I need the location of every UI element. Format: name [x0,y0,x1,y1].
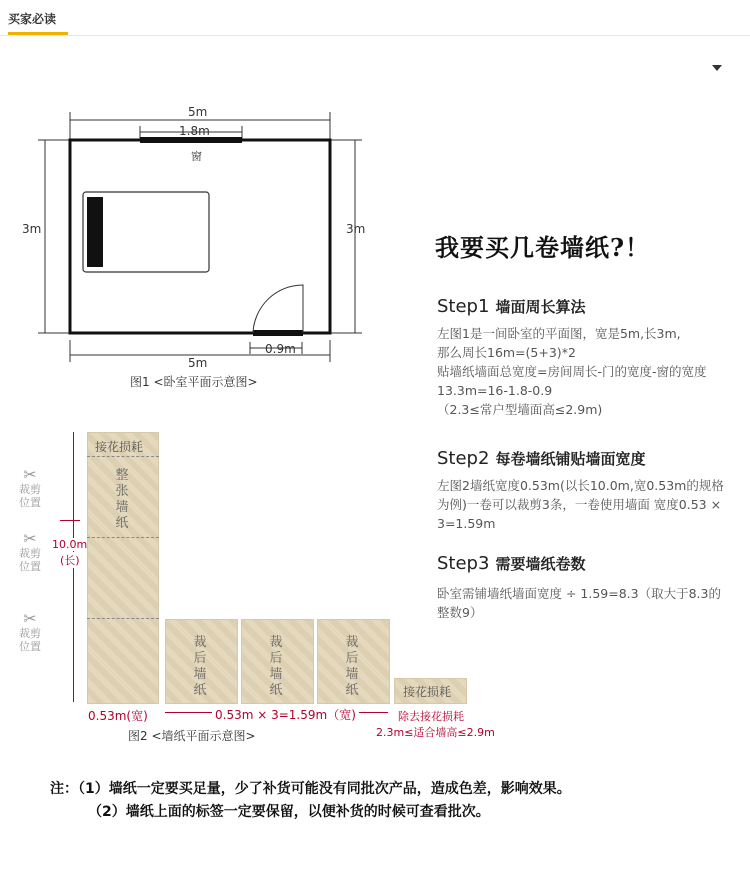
dim-bottom: 5m [188,356,208,370]
note-2: （2）墙纸上面的标签一定要保留，以便补货的时候可查看批次。 [88,804,490,820]
cut-position-3: ✂ 裁剪位置 [19,609,41,653]
cut-position-1: ✂ 裁剪位置 [19,465,41,509]
cut-line-3 [87,618,159,619]
window-label: 窗 [191,150,202,163]
step3-heading: Step3 需要墙纸卷数 [437,553,586,574]
separator [0,35,750,36]
dim-window: 1.8m [179,124,210,138]
note-1: 注：（1）墙纸一定要买足量，少了补货可能没有同批次产品，造成色差，影响效果。 [50,781,571,797]
step2-heading: Step2 每卷墙纸铺贴墙面宽度 [437,448,646,469]
cut-line-1 [87,456,159,457]
cut-line [60,520,80,521]
step1-text: 左图1是一间卧室的平面图，宽是5m,长3m, 那么周长16m=(5+3)*2 贴墙纸墙面总宽度=房间周长-门的宽度-窗的宽度 13.3m=16-1.8-0.9 （2.3≤常户型墙面高≤2.9m) [437,326,707,417]
fig2-caption: 图2 <墙纸平面示意图> [128,729,256,743]
floor-plan [30,100,380,370]
dim-door: 0.9m [265,342,296,356]
remove-line [368,712,388,713]
cut-line-2 [87,537,159,538]
strip-3-label: 裁后墙纸 [345,635,359,698]
step2-text: 左图2墙纸宽度0.53m(以长10.0m,宽0.53m的规格 为例)一卷可以裁剪3条，一卷使用墙面 宽度0.53 × 3=1.59m [437,478,724,531]
scissors-icon: ✂ [23,465,37,484]
sum-label: 0.53m × 3=1.59m（宽) [212,706,359,723]
top-loss-label: 接花损耗 [95,440,144,454]
length-sub-label: (长) [60,554,80,567]
dim-top: 5m [188,105,208,119]
width-label: 0.53m(宽) [88,709,148,723]
chevron-down-icon[interactable] [712,65,722,71]
step3-text: 卧室需铺墙纸墙面宽度 ÷ 1.59=8.3（取大于8.3的 整数9） [437,586,721,620]
tab-buyer-guide[interactable]: 买家必读 [8,12,57,26]
fig1-caption: 图1 <卧室平面示意图> [130,375,258,389]
strip-1-label: 裁后墙纸 [193,635,207,698]
remove-label: 除去接花损耗 [398,710,464,723]
scissors-icon: ✂ [23,609,37,628]
loss-label: 接花损耗 [403,685,452,699]
cut-position-2: ✂ 裁剪位置 [19,529,41,573]
height-label: 2.3m≤适合墙高≤2.9m [376,726,495,739]
dim-right: 3m [346,222,366,236]
scissors-icon: ✂ [23,529,37,548]
length-label: 10.0m [52,538,88,551]
strip-2-label: 裁后墙纸 [269,635,283,698]
full-roll-label: 整张墙纸 [115,468,129,531]
step1-heading: Step1 墙面周长算法 [437,296,586,317]
page-title: 我要买几卷墙纸?！ [435,233,651,262]
dim-left: 3m [22,222,42,236]
